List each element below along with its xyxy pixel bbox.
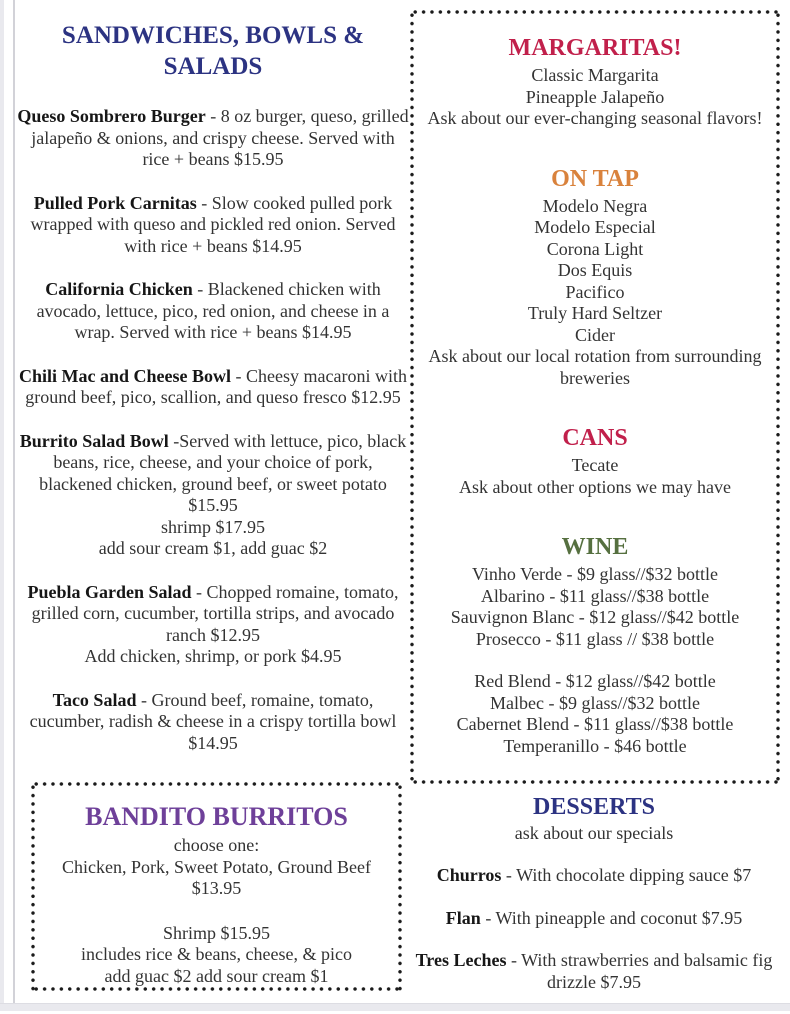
menu-item-burrito-salad-bowl: [16, 431, 410, 560]
menu-item-chili-mac-cheese-bowl: [16, 366, 410, 409]
on-tap-title: ON TAP: [551, 165, 639, 192]
cans-title: CANS: [562, 425, 628, 451]
section-sandwiches-bowls-salads: [16, 20, 410, 776]
item-extra: shrimp $17.95: [160, 516, 265, 537]
tap-line: Ask about our local rotation from surrounding breweries: [428, 346, 762, 388]
on-tap-group: [417, 164, 773, 390]
item-desc: - 8 oz burger, queso, grilled jalapeño & onions, and crispy cheese. Served with rice + beans $15.95: [31, 106, 409, 169]
burrito-line: Shrimp $15.95: [162, 922, 270, 943]
sandwiches-title: SANDWICHES, BOWLS & SALADS: [61, 22, 365, 80]
margarita-line: Ask about our ever-changing seasonal flavors!: [427, 108, 763, 128]
bandito-burritos-box: [30, 781, 403, 992]
page-edge-left: [0, 0, 4, 1011]
tap-line: Modelo Negra: [542, 195, 648, 216]
drinks-box: [409, 9, 781, 785]
menu-item-taco-salad: [16, 690, 410, 755]
burrito-line: choose one:: [173, 835, 260, 855]
menu-item-pulled-pork-carnitas: [16, 193, 410, 258]
item-desc: - With strawberries and balsamic fig drizzle $7.95: [506, 950, 773, 992]
wine-title: WINE: [561, 534, 629, 560]
desserts-subtitle: ask about our specials: [514, 823, 674, 843]
menu-item-queso-sombrero-burger: [16, 106, 410, 171]
menu-item-california-chicken: [16, 279, 410, 344]
item-desc: -Served with lettuce, pico, black beans, rice, cheese, and your choice of pork, blackened chicken, ground beef, or sweet potato $15.95: [39, 430, 407, 515]
tap-line: Dos Equis: [557, 260, 633, 280]
item-desc: - Ground beef, romaine, tomato, cucumber, radish & cheese in a crispy tortilla bowl $14.95: [29, 689, 397, 753]
item-desc: - With pineapple and coconut $7.95: [480, 907, 743, 928]
dotted-border-left: [409, 9, 415, 785]
menu-item-flan: [402, 908, 786, 930]
wine-line: Cabernet Blend - $11 glass//$38 bottle: [456, 714, 734, 734]
item-name: Chili Mac and Cheese Bowl: [19, 365, 232, 386]
tap-line: Truly Hard Seltzer: [527, 303, 663, 323]
page-edge-line: [13, 0, 15, 1011]
burrito-line: Chicken, Pork, Sweet Potato, Ground Beef: [62, 856, 371, 877]
wine-line: Prosecco - $11 glass // $38 bottle: [475, 628, 715, 649]
tap-line: Modelo Especial: [534, 217, 656, 237]
dotted-border-bottom: [409, 779, 781, 785]
desserts-title: DESSERTS: [533, 794, 655, 820]
item-extra: add sour cream $1, add guac $2: [98, 538, 328, 558]
wine-group: [417, 532, 773, 757]
item-name: Taco Salad: [52, 689, 137, 710]
tap-line: Corona Light: [546, 238, 644, 259]
dotted-border-top: [30, 781, 403, 787]
dotted-border-left: [30, 781, 36, 992]
wine-line: Sauvignon Blanc - $12 glass//$42 bottle: [450, 607, 740, 627]
burrito-line: $13.95: [191, 878, 242, 898]
menu-item-puebla-garden-salad: [16, 582, 410, 668]
margaritas-group: [417, 33, 773, 130]
cans-group: [417, 423, 773, 498]
burrito-line: includes rice & beans, cheese, & pico: [81, 944, 352, 964]
item-name: Pulled Pork Carnitas: [33, 192, 197, 213]
item-name: Queso Sombrero Burger: [17, 106, 206, 126]
item-extra: Add chicken, shrimp, or pork $4.95: [84, 646, 342, 666]
margaritas-title: MARGARITAS!: [508, 35, 682, 61]
wine-line: Malbec - $9 glass//$32 bottle: [490, 692, 700, 713]
item-desc: - Cheesy macaroni with ground beef, pico, scallion, and queso fresco $12.95: [25, 365, 407, 407]
dotted-border-right: [775, 9, 781, 785]
wine-line: Vinho Verde - $9 glass//$32 bottle: [471, 564, 719, 584]
item-name: California Chicken: [45, 279, 193, 299]
dotted-border-bottom: [30, 986, 403, 992]
item-name: Churros: [436, 865, 502, 885]
section-desserts: [402, 792, 786, 1014]
tap-line: Cider: [575, 324, 615, 345]
wine-line: Red Blend - $12 glass//$42 bottle: [474, 671, 716, 691]
menu-item-tres-leches: [402, 950, 786, 993]
bandito-burritos-title: BANDITO BURRITOS: [85, 802, 348, 831]
item-name: Flan: [445, 907, 481, 928]
item-desc: - With chocolate dipping sauce $7: [501, 865, 752, 885]
item-desc: - Blackened chicken with avocado, lettuce, pico, red onion, and cheese in a wrap. Served with rice + beans $14.95: [36, 279, 390, 342]
can-line: Ask about other options we may have: [459, 476, 731, 497]
item-name: Puebla Garden Salad: [27, 581, 192, 602]
item-name: Burrito Salad Bowl: [19, 430, 169, 451]
burrito-spacer: [40, 900, 393, 923]
margarita-line: Pineapple Jalapeño: [525, 86, 665, 107]
tap-line: Pacifico: [565, 281, 625, 302]
burrito-line: add guac $2 add sour cream $1: [104, 965, 329, 986]
wine-list-spacer: [417, 650, 773, 671]
dotted-border-top: [409, 9, 781, 15]
can-line: Tecate: [571, 455, 619, 475]
menu-item-churros: [402, 865, 786, 887]
wine-line: Albarino - $11 glass//$38 bottle: [480, 585, 710, 606]
item-desc: - Chopped romaine, tomato, grilled corn, cucumber, tortilla strips, and avocado ranch $12.95: [31, 581, 399, 645]
wine-line: Temperanillo - $46 bottle: [503, 735, 687, 756]
item-name: Tres Leches: [415, 950, 507, 970]
item-desc: - Slow cooked pulled pork wrapped with queso and pickled red onion. Served with rice + beans $14.95: [30, 192, 396, 256]
margarita-line: Classic Margarita: [531, 65, 659, 85]
